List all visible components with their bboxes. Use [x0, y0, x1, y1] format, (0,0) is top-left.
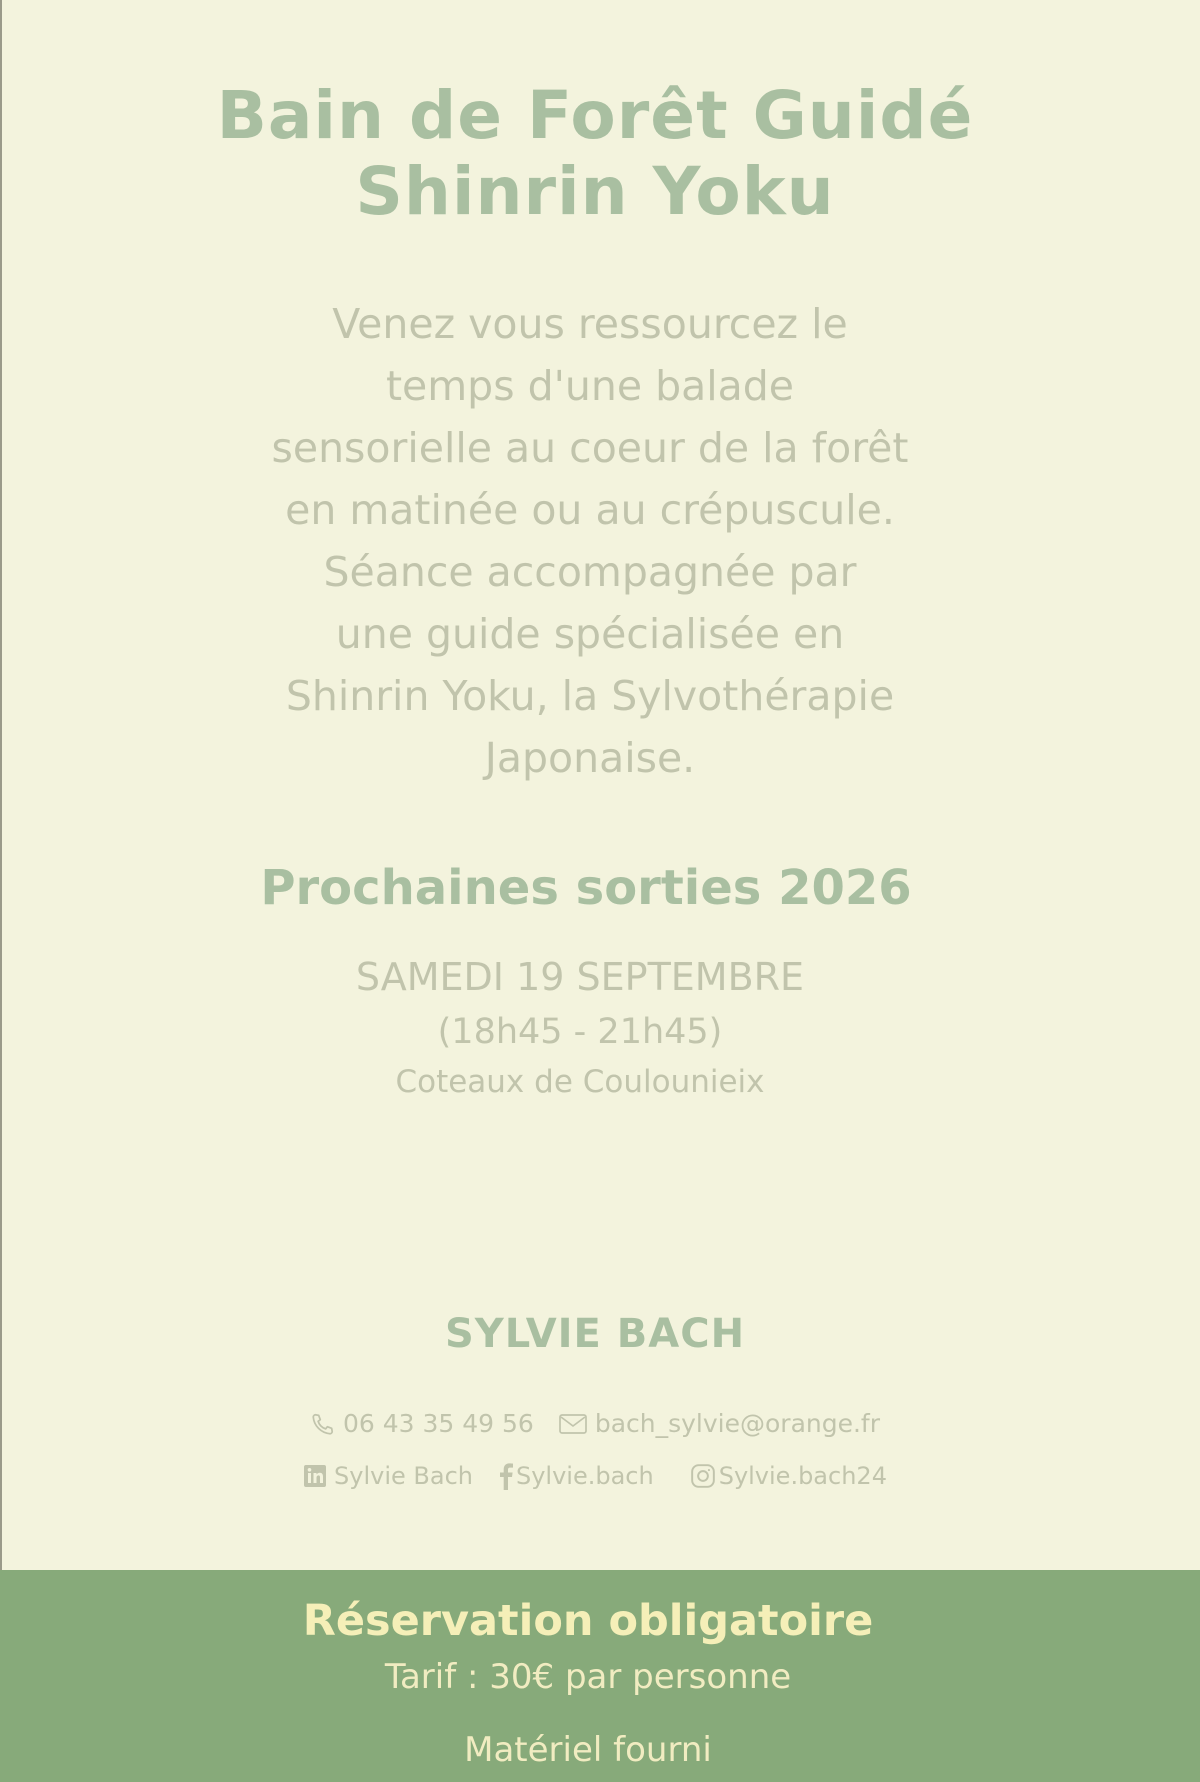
linkedin-contact[interactable]	[303, 1458, 473, 1494]
intro-line: Shinrin Yoku, la Sylvothérapie	[285, 672, 895, 720]
email-address: bach_sylvie@orange.fr	[594, 1409, 881, 1438]
email-contact[interactable]	[558, 1406, 880, 1442]
phone-number: 06 43 35 49 56	[342, 1409, 534, 1438]
facebook-name: Sylvie.bach	[515, 1462, 654, 1490]
intro-text	[230, 293, 950, 789]
intro-line: Japonaise.	[484, 734, 696, 782]
linkedin-name: Sylvie Bach	[334, 1462, 473, 1490]
phone-contact[interactable]	[310, 1406, 534, 1442]
event-date: SAMEDI 19 SEPTEMBRE	[355, 955, 805, 999]
title-line-2: Shinrin Yoku	[355, 153, 835, 230]
section-title: Prochaines sorties 2026	[260, 860, 912, 916]
intro-line: en matinée ou au crépuscule.	[285, 486, 895, 534]
intro-line: Venez vous ressourcez le	[332, 300, 848, 348]
instagram-contact[interactable]	[690, 1458, 887, 1494]
reservation-title: Réservation obligatoire	[302, 1596, 874, 1646]
mail-icon	[558, 1412, 588, 1436]
facebook-contact[interactable]	[499, 1458, 654, 1494]
linkedin-icon	[303, 1464, 327, 1488]
flyer-title	[0, 78, 1190, 230]
equipment-text: Matériel fourni	[464, 1730, 712, 1770]
intro-line: une guide spécialisée en	[335, 610, 845, 658]
facebook-icon	[499, 1462, 513, 1490]
price-text: Tarif : 30€ par personne	[384, 1657, 792, 1697]
title-line-1: Bain de Forêt Guidé	[216, 77, 974, 154]
phone-icon	[310, 1411, 336, 1437]
organizer-name: SYLVIE BACH	[444, 1311, 746, 1357]
instagram-name: Sylvie.bach24	[718, 1462, 887, 1490]
intro-line: sensorielle au coeur de la forêt	[271, 424, 909, 472]
contact-row-primary	[0, 1406, 1190, 1442]
instagram-icon	[690, 1463, 716, 1489]
contact-row-social	[0, 1458, 1190, 1494]
event-time: (18h45 - 21h45)	[437, 1012, 723, 1052]
intro-line: Séance accompagnée par	[323, 548, 857, 596]
reservation-footer	[0, 1570, 1200, 1782]
intro-line: temps d'une balade	[385, 362, 795, 410]
event-place: Coteaux de Coulounieix	[395, 1064, 765, 1100]
